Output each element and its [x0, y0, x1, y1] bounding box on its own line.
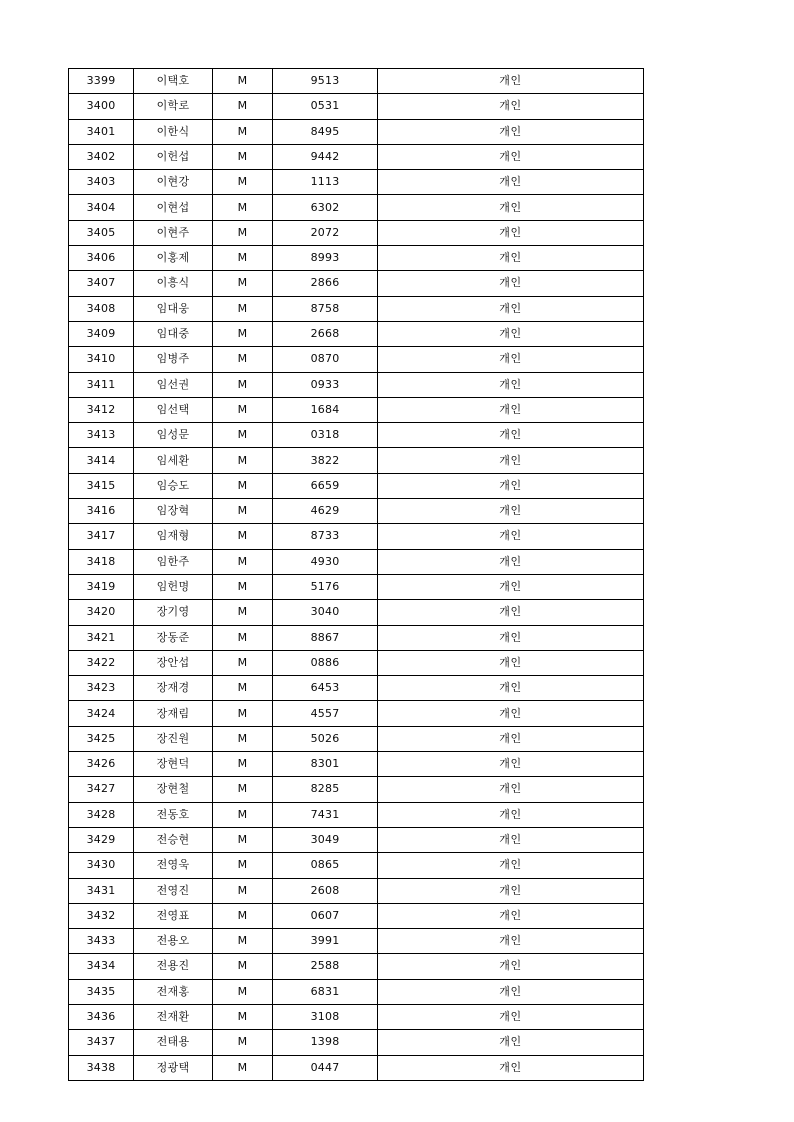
- cell-sex: M: [213, 195, 273, 220]
- table-row: [69, 69, 644, 94]
- cell-name: 임선택: [134, 397, 213, 422]
- table-row: [69, 473, 644, 498]
- cell-code: 0865: [273, 853, 378, 878]
- cell-code: 8867: [273, 625, 378, 650]
- cell-code: 0886: [273, 650, 378, 675]
- cell-code: 8495: [273, 119, 378, 144]
- cell-sex: M: [213, 929, 273, 954]
- table-row: [69, 903, 644, 928]
- cell-name: 전재환: [134, 1004, 213, 1029]
- cell-sex: M: [213, 574, 273, 599]
- cell-type: 개인: [378, 69, 644, 94]
- cell-name: 장동준: [134, 625, 213, 650]
- table-row: [69, 119, 644, 144]
- cell-type: 개인: [378, 246, 644, 271]
- cell-sex: M: [213, 1004, 273, 1029]
- cell-name: 이헌섭: [134, 144, 213, 169]
- cell-type: 개인: [378, 296, 644, 321]
- cell-type: 개인: [378, 827, 644, 852]
- cell-type: 개인: [378, 423, 644, 448]
- cell-seq: 3418: [69, 549, 134, 574]
- cell-type: 개인: [378, 903, 644, 928]
- cell-seq: 3433: [69, 929, 134, 954]
- table-row: [69, 271, 644, 296]
- cell-code: 8285: [273, 777, 378, 802]
- cell-seq: 3406: [69, 246, 134, 271]
- table-row: [69, 347, 644, 372]
- cell-seq: 3399: [69, 69, 134, 94]
- cell-name: 이현섭: [134, 195, 213, 220]
- cell-type: 개인: [378, 473, 644, 498]
- table-row: [69, 448, 644, 473]
- cell-sex: M: [213, 853, 273, 878]
- cell-name: 이흥식: [134, 271, 213, 296]
- cell-sex: M: [213, 170, 273, 195]
- table-row: [69, 954, 644, 979]
- cell-name: 장현덕: [134, 752, 213, 777]
- cell-type: 개인: [378, 170, 644, 195]
- cell-sex: M: [213, 954, 273, 979]
- cell-name: 임세환: [134, 448, 213, 473]
- cell-code: 3040: [273, 600, 378, 625]
- cell-code: 8993: [273, 246, 378, 271]
- cell-name: 임재형: [134, 524, 213, 549]
- table-row: [69, 650, 644, 675]
- cell-sex: M: [213, 1055, 273, 1080]
- cell-name: 임대웅: [134, 296, 213, 321]
- cell-sex: M: [213, 726, 273, 751]
- cell-seq: 3404: [69, 195, 134, 220]
- table-row: [69, 802, 644, 827]
- cell-type: 개인: [378, 650, 644, 675]
- cell-name: 장진원: [134, 726, 213, 751]
- cell-type: 개인: [378, 777, 644, 802]
- cell-sex: M: [213, 752, 273, 777]
- cell-name: 임한주: [134, 549, 213, 574]
- cell-type: 개인: [378, 676, 644, 701]
- cell-type: 개인: [378, 853, 644, 878]
- cell-name: 임성문: [134, 423, 213, 448]
- cell-code: 0531: [273, 94, 378, 119]
- cell-seq: 3435: [69, 979, 134, 1004]
- cell-type: 개인: [378, 397, 644, 422]
- cell-code: 0870: [273, 347, 378, 372]
- cell-sex: M: [213, 1030, 273, 1055]
- table-row: [69, 726, 644, 751]
- cell-seq: 3437: [69, 1030, 134, 1055]
- cell-type: 개인: [378, 524, 644, 549]
- cell-sex: M: [213, 878, 273, 903]
- cell-code: 9442: [273, 144, 378, 169]
- cell-code: 7431: [273, 802, 378, 827]
- table-row: [69, 170, 644, 195]
- cell-name: 장안섭: [134, 650, 213, 675]
- table-row: [69, 1055, 644, 1080]
- cell-seq: 3417: [69, 524, 134, 549]
- cell-code: 1398: [273, 1030, 378, 1055]
- table-row: [69, 827, 644, 852]
- cell-code: 5176: [273, 574, 378, 599]
- cell-seq: 3407: [69, 271, 134, 296]
- cell-code: 0933: [273, 372, 378, 397]
- cell-type: 개인: [378, 1004, 644, 1029]
- cell-type: 개인: [378, 271, 644, 296]
- cell-seq: 3412: [69, 397, 134, 422]
- cell-name: 임선권: [134, 372, 213, 397]
- cell-type: 개인: [378, 119, 644, 144]
- cell-seq: 3429: [69, 827, 134, 852]
- table-row: [69, 676, 644, 701]
- cell-sex: M: [213, 119, 273, 144]
- cell-type: 개인: [378, 448, 644, 473]
- cell-seq: 3426: [69, 752, 134, 777]
- cell-code: 8733: [273, 524, 378, 549]
- cell-code: 4557: [273, 701, 378, 726]
- cell-sex: M: [213, 650, 273, 675]
- cell-name: 임헌명: [134, 574, 213, 599]
- table-row: [69, 195, 644, 220]
- cell-code: 5026: [273, 726, 378, 751]
- cell-sex: M: [213, 220, 273, 245]
- cell-seq: 3401: [69, 119, 134, 144]
- cell-name: 임대중: [134, 321, 213, 346]
- cell-sex: M: [213, 271, 273, 296]
- cell-name: 이홍제: [134, 246, 213, 271]
- table-row: [69, 296, 644, 321]
- cell-seq: 3422: [69, 650, 134, 675]
- cell-sex: M: [213, 676, 273, 701]
- table-row: [69, 397, 644, 422]
- table-container: [68, 68, 643, 1081]
- records-table: [68, 68, 644, 1081]
- table-row: [69, 878, 644, 903]
- cell-name: 이택호: [134, 69, 213, 94]
- cell-type: 개인: [378, 372, 644, 397]
- cell-sex: M: [213, 372, 273, 397]
- cell-code: 4930: [273, 549, 378, 574]
- cell-name: 전영욱: [134, 853, 213, 878]
- cell-sex: M: [213, 802, 273, 827]
- cell-type: 개인: [378, 600, 644, 625]
- cell-code: 4629: [273, 499, 378, 524]
- cell-name: 전용오: [134, 929, 213, 954]
- cell-type: 개인: [378, 195, 644, 220]
- cell-code: 3049: [273, 827, 378, 852]
- records-table-body: [69, 69, 644, 1081]
- cell-name: 이현주: [134, 220, 213, 245]
- cell-seq: 3423: [69, 676, 134, 701]
- cell-type: 개인: [378, 574, 644, 599]
- cell-seq: 3419: [69, 574, 134, 599]
- cell-seq: 3414: [69, 448, 134, 473]
- cell-seq: 3408: [69, 296, 134, 321]
- cell-name: 이현강: [134, 170, 213, 195]
- cell-name: 정광택: [134, 1055, 213, 1080]
- cell-type: 개인: [378, 701, 644, 726]
- cell-name: 이학로: [134, 94, 213, 119]
- table-row: [69, 574, 644, 599]
- cell-type: 개인: [378, 625, 644, 650]
- cell-type: 개인: [378, 979, 644, 1004]
- table-row: [69, 1030, 644, 1055]
- cell-seq: 3424: [69, 701, 134, 726]
- cell-name: 전영진: [134, 878, 213, 903]
- table-row: [69, 929, 644, 954]
- cell-code: 1684: [273, 397, 378, 422]
- cell-code: 6659: [273, 473, 378, 498]
- cell-code: 6302: [273, 195, 378, 220]
- cell-seq: 3415: [69, 473, 134, 498]
- cell-seq: 3405: [69, 220, 134, 245]
- cell-code: 8301: [273, 752, 378, 777]
- cell-type: 개인: [378, 954, 644, 979]
- cell-sex: M: [213, 600, 273, 625]
- cell-seq: 3410: [69, 347, 134, 372]
- table-row: [69, 524, 644, 549]
- cell-sex: M: [213, 69, 273, 94]
- cell-code: 2072: [273, 220, 378, 245]
- cell-type: 개인: [378, 1030, 644, 1055]
- cell-name: 장기영: [134, 600, 213, 625]
- cell-seq: 3427: [69, 777, 134, 802]
- cell-type: 개인: [378, 752, 644, 777]
- table-row: [69, 600, 644, 625]
- cell-type: 개인: [378, 929, 644, 954]
- cell-name: 이한식: [134, 119, 213, 144]
- cell-name: 전재홍: [134, 979, 213, 1004]
- cell-type: 개인: [378, 220, 644, 245]
- table-row: [69, 94, 644, 119]
- cell-name: 전동호: [134, 802, 213, 827]
- cell-type: 개인: [378, 1055, 644, 1080]
- table-row: [69, 321, 644, 346]
- cell-name: 임장혁: [134, 499, 213, 524]
- cell-name: 전태용: [134, 1030, 213, 1055]
- cell-name: 임병주: [134, 347, 213, 372]
- cell-sex: M: [213, 549, 273, 574]
- cell-sex: M: [213, 979, 273, 1004]
- cell-seq: 3413: [69, 423, 134, 448]
- cell-name: 장현철: [134, 777, 213, 802]
- cell-code: 3822: [273, 448, 378, 473]
- cell-seq: 3403: [69, 170, 134, 195]
- cell-code: 8758: [273, 296, 378, 321]
- cell-name: 전승현: [134, 827, 213, 852]
- cell-name: 장재경: [134, 676, 213, 701]
- cell-type: 개인: [378, 144, 644, 169]
- cell-type: 개인: [378, 726, 644, 751]
- cell-seq: 3409: [69, 321, 134, 346]
- cell-code: 1113: [273, 170, 378, 195]
- cell-code: 3108: [273, 1004, 378, 1029]
- cell-seq: 3430: [69, 853, 134, 878]
- cell-seq: 3438: [69, 1055, 134, 1080]
- cell-sex: M: [213, 524, 273, 549]
- table-row: [69, 701, 644, 726]
- cell-code: 2668: [273, 321, 378, 346]
- cell-sex: M: [213, 473, 273, 498]
- cell-type: 개인: [378, 94, 644, 119]
- table-row: [69, 625, 644, 650]
- cell-code: 3991: [273, 929, 378, 954]
- cell-type: 개인: [378, 549, 644, 574]
- cell-sex: M: [213, 625, 273, 650]
- cell-seq: 3411: [69, 372, 134, 397]
- cell-sex: M: [213, 144, 273, 169]
- cell-code: 6453: [273, 676, 378, 701]
- cell-seq: 3421: [69, 625, 134, 650]
- cell-sex: M: [213, 321, 273, 346]
- table-row: [69, 423, 644, 448]
- cell-type: 개인: [378, 802, 644, 827]
- cell-name: 전영표: [134, 903, 213, 928]
- table-row: [69, 777, 644, 802]
- table-row: [69, 499, 644, 524]
- table-row: [69, 220, 644, 245]
- table-row: [69, 372, 644, 397]
- cell-sex: M: [213, 448, 273, 473]
- table-row: [69, 1004, 644, 1029]
- table-row: [69, 979, 644, 1004]
- cell-seq: 3402: [69, 144, 134, 169]
- cell-sex: M: [213, 827, 273, 852]
- cell-type: 개인: [378, 347, 644, 372]
- table-row: [69, 144, 644, 169]
- cell-sex: M: [213, 423, 273, 448]
- cell-code: 6831: [273, 979, 378, 1004]
- cell-seq: 3434: [69, 954, 134, 979]
- cell-code: 2866: [273, 271, 378, 296]
- cell-seq: 3420: [69, 600, 134, 625]
- cell-seq: 3432: [69, 903, 134, 928]
- cell-code: 9513: [273, 69, 378, 94]
- cell-code: 2588: [273, 954, 378, 979]
- cell-seq: 3425: [69, 726, 134, 751]
- cell-type: 개인: [378, 321, 644, 346]
- table-row: [69, 853, 644, 878]
- cell-sex: M: [213, 94, 273, 119]
- cell-sex: M: [213, 246, 273, 271]
- cell-seq: 3431: [69, 878, 134, 903]
- cell-code: 0447: [273, 1055, 378, 1080]
- cell-sex: M: [213, 499, 273, 524]
- cell-code: 0318: [273, 423, 378, 448]
- cell-name: 전용진: [134, 954, 213, 979]
- cell-name: 임승도: [134, 473, 213, 498]
- table-row: [69, 246, 644, 271]
- cell-sex: M: [213, 777, 273, 802]
- cell-sex: M: [213, 296, 273, 321]
- table-row: [69, 752, 644, 777]
- cell-type: 개인: [378, 499, 644, 524]
- cell-sex: M: [213, 903, 273, 928]
- table-row: [69, 549, 644, 574]
- cell-seq: 3416: [69, 499, 134, 524]
- cell-sex: M: [213, 347, 273, 372]
- cell-seq: 3436: [69, 1004, 134, 1029]
- cell-type: 개인: [378, 878, 644, 903]
- cell-name: 장재림: [134, 701, 213, 726]
- cell-sex: M: [213, 397, 273, 422]
- cell-code: 0607: [273, 903, 378, 928]
- cell-seq: 3400: [69, 94, 134, 119]
- cell-sex: M: [213, 701, 273, 726]
- cell-code: 2608: [273, 878, 378, 903]
- cell-seq: 3428: [69, 802, 134, 827]
